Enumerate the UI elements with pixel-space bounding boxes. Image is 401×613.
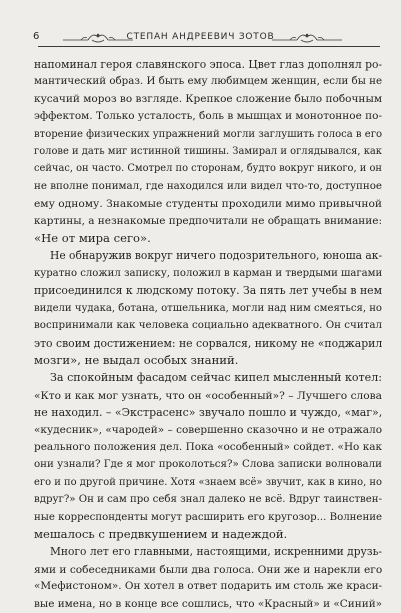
text-line: кусачий мороз во взгляде. Крепкое сложение было побочным: [34, 92, 382, 105]
running-head: СТЕПАН АНДРЕЕВИЧ ЗОТОВ: [126, 32, 275, 42]
paragraph: [34, 247, 382, 369]
text-line: ями и собеседниками были два голоса. Они же и нарекли его: [34, 562, 383, 576]
decorative-ornament-right: [272, 29, 342, 45]
text-line: картины, а незнакомые предпочитали не обращать внимание:: [34, 214, 382, 227]
text-line: ные корреспонденты могут расширить его кругозор... Волнение: [34, 511, 383, 523]
text-line: воспринимали как человека социально адекватного. Он считал: [34, 319, 382, 332]
page-number: 6: [33, 31, 40, 42]
text-line: присоединился к людскому потоку. За пять лет учебы в нем: [34, 284, 382, 298]
text-line: «Не от мира сего».: [34, 231, 151, 246]
header-rule: [38, 46, 380, 47]
paragraph: [34, 56, 382, 247]
text-line: вторение физических упражнений могли заглушить голоса в его: [34, 128, 382, 140]
text-line: За спокойным фасадом сейчас кипел мысленный котел:: [50, 371, 382, 385]
text-line: Не обнаружив вокруг ничего подозрительного, юноша ак-: [50, 249, 383, 263]
body-text: [34, 56, 382, 613]
text-line: сейчас, он часто. Смотрел по сторонам, будто вокруг никого, и он: [34, 163, 382, 175]
text-line: «Мефистоном». Он хотел в ответ подарить им столь же краси-: [34, 580, 383, 593]
text-line: видели чудака, ботана, отшельника, могли над ним смеяться, но: [34, 302, 382, 314]
text-line: Много лет его главными, настоящими, искренними друзь-: [50, 545, 382, 559]
text-line: вдруг?» Он и сам про себя знал далеко не всё. Вдруг таинствен-: [34, 494, 383, 506]
paragraph: [34, 543, 382, 613]
text-line: это своим достижением: не сорвался, никому не «поджарил: [34, 336, 383, 350]
page-header: [0, 0, 401, 46]
text-line: не находил. – «Экстрасенс» звучало пошло и чуждо, «маг»,: [34, 406, 383, 420]
text-line: реального положения дел. Пока «особенный» сойдет. «Но как: [34, 440, 382, 453]
text-line: «Кто и как мог узнать, что он «особенный»? – Лучшего слова: [34, 388, 382, 402]
text-line: мешалось с предвкушением и надеждой.: [34, 526, 288, 541]
text-line: мозги», не выдал особых знаний.: [34, 352, 239, 367]
text-line: не вполне понимал, где находился или видел что-то, доступное: [34, 179, 382, 192]
paragraph: [34, 369, 382, 543]
text-line: напоминал героя славянского эпоса. Цвет глаз дополнял ро-: [34, 58, 383, 71]
text-line: эффектом. Только усталость, боль в мышцах и монотонное по-: [34, 110, 382, 123]
text-line: куратно сложил записку, положил в карман и твердыми шагами: [34, 267, 383, 279]
text-line: его и по другой причине. Хотя «знаем всё» звучит, как в кино, но: [34, 476, 382, 488]
text-line: голове и дать миг истинной тишины. Замирал и оглядывался, как: [34, 146, 382, 158]
text-line: вые имена, но в конце все сошлись, что «Красный» и «Синий»: [34, 597, 383, 610]
text-line: мантический образ. И быть ему любимцем женщин, если бы не: [34, 75, 383, 88]
text-line: «кудесник», «чародей» – совершенно сказочно и не отражало: [34, 423, 383, 436]
text-line: они узнали? Где я мог проколоться?» Слова записки волновали: [34, 458, 382, 471]
text-line: ему одному. Знакомые студенты проходили мимо привычной: [34, 197, 382, 211]
